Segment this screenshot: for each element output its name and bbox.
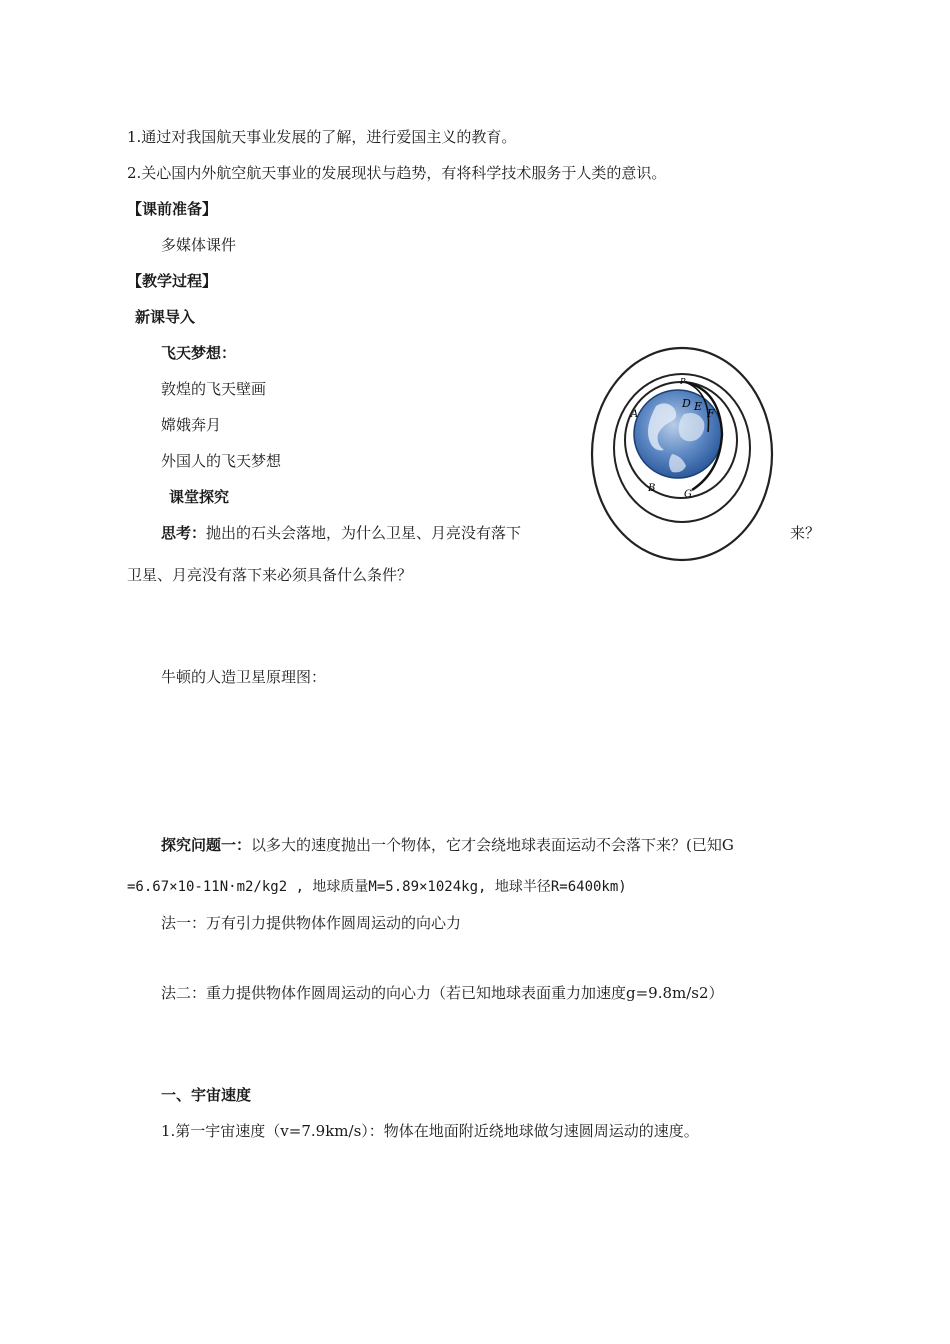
label-p: P (680, 377, 686, 386)
label-e: E (694, 400, 703, 413)
newton-caption: 牛顿的人造卫星原理图： (161, 668, 327, 686)
label-d: D (682, 397, 691, 410)
think-line (161, 523, 521, 543)
dream-item-1: 敦煌的飞天壁画 (161, 380, 267, 398)
goal-item-1: 1.通过对我国航天事业发展的了解，进行爱国主义的教育。 (127, 128, 517, 146)
think-line-2: 卫星、月亮没有落下来必须具备什么条件？ (127, 566, 413, 584)
goal-item-2: 2.关心国内外航空航天事业的发展现状与趋势，有将科学技术服务于人类的意识。 (127, 164, 667, 182)
method-2: 法二：重力提供物体作圆周运动的向心力（若已知地球表面重力加速度g=9.8m/s2） (161, 984, 724, 1002)
label-g: G (684, 489, 692, 500)
process-heading: 【教学过程】 (127, 272, 218, 290)
dream-item-2: 嫦娥奔月 (161, 416, 222, 434)
section1-heading: 一、宇宙速度 (161, 1086, 252, 1104)
prep-content: 多媒体课件 (161, 236, 237, 254)
prep-heading: 【课前准备】 (127, 200, 218, 218)
label-f: F (707, 407, 715, 420)
section1-item-1: 1.第一宇宙速度（v=7.9km/s）：物体在地面附近绕地球做匀速圆周运动的速度。 (161, 1122, 699, 1140)
intro-heading: 新课导入 (135, 308, 196, 326)
newton-satellite-diagram (588, 344, 776, 564)
dream-heading: 飞天梦想： (161, 344, 237, 362)
problem1-line-2: =6.67×10-11N·m2/kg2 , 地球质量M=5.89×1024kg, 地球半径R=6400km) (127, 879, 627, 895)
problem1-line (161, 835, 734, 855)
label-b: B (648, 483, 656, 494)
method-1: 法一：万有引力提供物体作圆周运动的向心力 (161, 914, 462, 932)
think-text: 抛出的石头会落地，为什么卫星、月亮没有落下 (206, 524, 522, 542)
think-label: 思考： (161, 524, 207, 542)
explore-heading: 课堂探究 (169, 488, 230, 506)
problem1-label: 探究问题一： (161, 836, 252, 854)
think-tail: 来？ (790, 524, 821, 542)
dream-item-3: 外国人的飞天梦想 (161, 452, 282, 470)
label-a: A (631, 409, 639, 420)
problem1-text: 以多大的速度抛出一个物体，它才会绕地球表面运动不会落下来？(已知G (251, 836, 734, 854)
